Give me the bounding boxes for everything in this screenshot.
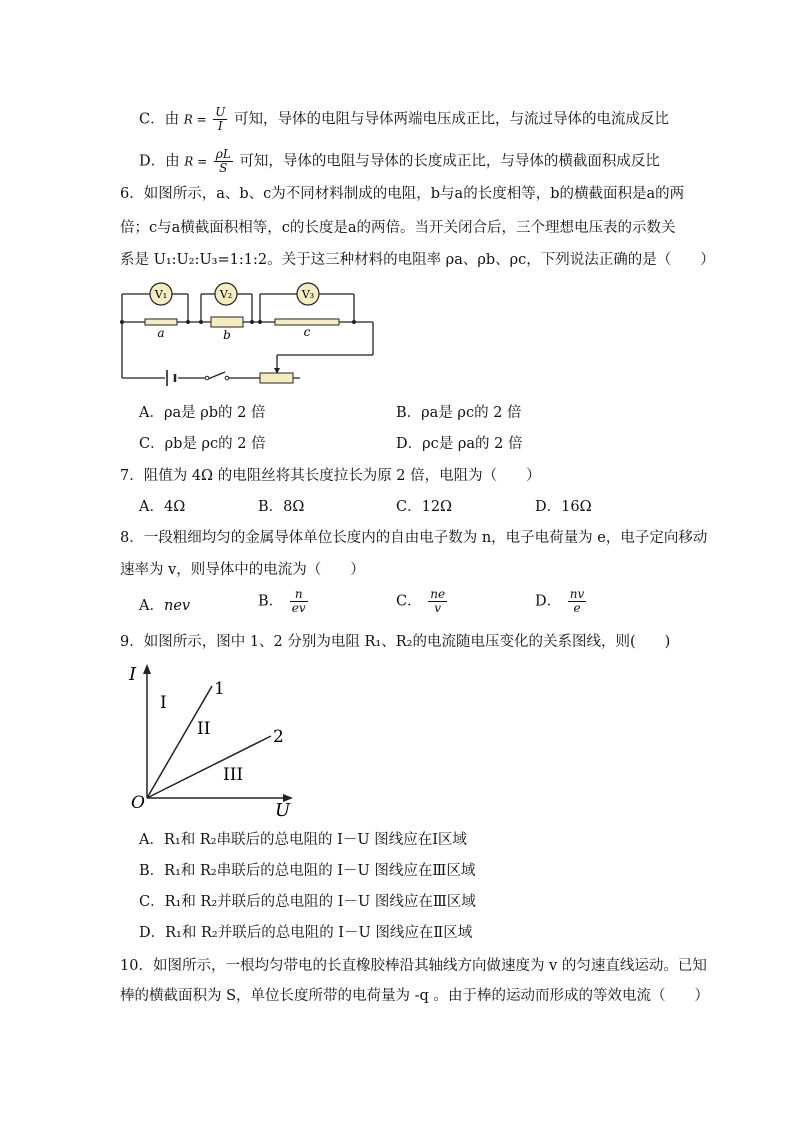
- graph-region-1-label: I: [160, 693, 167, 713]
- fraction-numerator: n: [290, 588, 308, 602]
- q7-stem: 7．阻值为 4Ω 的电阻丝将其长度拉长为原 2 倍，电阻为（ ）: [120, 468, 541, 484]
- fraction-denominator: S: [219, 161, 228, 175]
- fraction-denominator: e: [573, 601, 581, 615]
- voltmeter-v3: [297, 283, 319, 305]
- option-label: B．: [258, 593, 284, 610]
- q6-stem-line-2: 倍；c与a横截面积相等，c的长度是a的两倍。当开关闭合后，三个理想电压表的示数关: [120, 220, 676, 236]
- q5-option-c[interactable]: [139, 106, 669, 133]
- q6-stem-line-1: 6．如图所示，a、b、c为不同材料制成的电阻，b与a的长度相等，b的横截面积是a的两: [120, 186, 685, 202]
- q8-option-d[interactable]: [535, 588, 588, 615]
- q7-option-c[interactable]: C．12Ω: [396, 499, 453, 515]
- option-label: C．由: [139, 111, 180, 128]
- q8-stem-line-2: 速率为 v，则导体中的电流为（ ）: [120, 562, 365, 578]
- q7-option-d[interactable]: D．16Ω: [535, 499, 592, 515]
- option-text: 可知，导体的电阻与导体两端电压成正比，与流过导体的电流成反比: [233, 111, 669, 128]
- voltmeter-v1: [150, 283, 172, 305]
- fraction: [568, 588, 587, 615]
- q5-option-d[interactable]: [139, 148, 660, 175]
- svg-text:V₂: V₂: [219, 288, 233, 301]
- option-value: nev: [163, 598, 191, 614]
- option-label: C．: [396, 593, 422, 610]
- graph-region-2-label: II: [197, 719, 211, 739]
- option-text: 可知，导体的电阻与导体的长度成正比，与导体的横截面积成反比: [239, 153, 660, 170]
- svg-text:V₁: V₁: [154, 288, 168, 301]
- fraction-denominator: I: [217, 119, 223, 133]
- option-label: D．: [535, 593, 562, 610]
- q6-option-c[interactable]: C．ρb是 ρc的 2 倍: [139, 436, 266, 452]
- q6-option-d[interactable]: D．ρc是 ρa的 2 倍: [396, 436, 523, 452]
- q8-stem-line-1: 8．一段粗细均匀的金属导体单位长度内的自由电子数为 n，电子电荷量为 e，电子定向移动: [120, 530, 708, 546]
- graph-x-label: U: [275, 800, 291, 820]
- graph-region-3-label: III: [223, 765, 244, 785]
- q8-option-b[interactable]: [258, 588, 310, 615]
- resistor-label-b: b: [223, 328, 231, 342]
- q6-option-b[interactable]: B．ρa是 ρc的 2 倍: [396, 405, 522, 421]
- fraction-u-over-i: [213, 106, 227, 133]
- q8-option-a[interactable]: [139, 596, 190, 616]
- fraction-numerator: ρL: [215, 147, 231, 161]
- fraction-numerator: U: [215, 105, 226, 119]
- resistor-label-c: c: [303, 325, 311, 339]
- q8-option-c[interactable]: [396, 588, 449, 615]
- fraction-numerator: nv: [569, 587, 585, 601]
- graph-y-label: I: [129, 664, 137, 685]
- graph-origin-label: O: [131, 793, 145, 813]
- graph-line-1-label: 1: [214, 679, 225, 699]
- q6-circuit-diagram: [110, 278, 385, 388]
- fraction-numerator: ne: [430, 587, 446, 601]
- fraction: [290, 588, 308, 615]
- svg-text:V₃: V₃: [301, 288, 315, 301]
- q9-iu-graph: [125, 660, 300, 820]
- q7-option-a[interactable]: A．4Ω: [139, 499, 186, 515]
- fraction-denominator: ev: [291, 601, 306, 615]
- q10-stem-line-1: 10．如图所示，一根均匀带电的长直橡胶棒沿其轴线方向做速度为 v 的匀速直线运动。已知: [120, 958, 707, 974]
- q6-stem-line-3: 系是 U₁:U₂:U₃=1:1:2。关于这三种材料的电阻率 ρa、ρb、ρc，下列说法正确的是（ ）: [120, 252, 715, 268]
- q9-stem: 9．如图所示，图中 1、2 分别为电阻 R₁、R₂的电流随电压变化的关系图线，则( ): [120, 634, 671, 650]
- formula-r: R =: [184, 154, 208, 169]
- voltmeter-v2: [215, 283, 237, 305]
- q10-stem-line-2: 棒的横截面积为 S，单位长度所带的电荷量为 -q 。由于棒的运动而形成的等效电流（ ）: [120, 988, 709, 1004]
- fraction-rhol-over-s: [214, 148, 233, 175]
- fraction-denominator: v: [434, 601, 442, 615]
- formula-r: R =: [183, 112, 207, 127]
- q7-option-b[interactable]: B．8Ω: [258, 499, 305, 515]
- q9-option-c[interactable]: C．R₁和 R₂并联后的总电阻的 I－U 图线应在Ⅲ区域: [139, 894, 476, 910]
- resistor-label-a: a: [157, 326, 165, 340]
- q6-option-a[interactable]: A．ρa是 ρb的 2 倍: [139, 405, 266, 421]
- option-label: A．: [139, 598, 164, 614]
- option-label: D．由: [139, 153, 180, 170]
- q9-option-d[interactable]: D．R₁和 R₂并联后的总电阻的 I－U 图线应在Ⅱ区域: [139, 925, 473, 941]
- graph-line-2-label: 2: [273, 727, 284, 747]
- q9-option-a[interactable]: A．R₁和 R₂串联后的总电阻的 I－U 图线应在Ⅰ区域: [139, 832, 467, 848]
- q9-option-b[interactable]: B．R₁和 R₂串联后的总电阻的 I－U 图线应在Ⅲ区域: [139, 863, 476, 879]
- fraction: [428, 588, 447, 615]
